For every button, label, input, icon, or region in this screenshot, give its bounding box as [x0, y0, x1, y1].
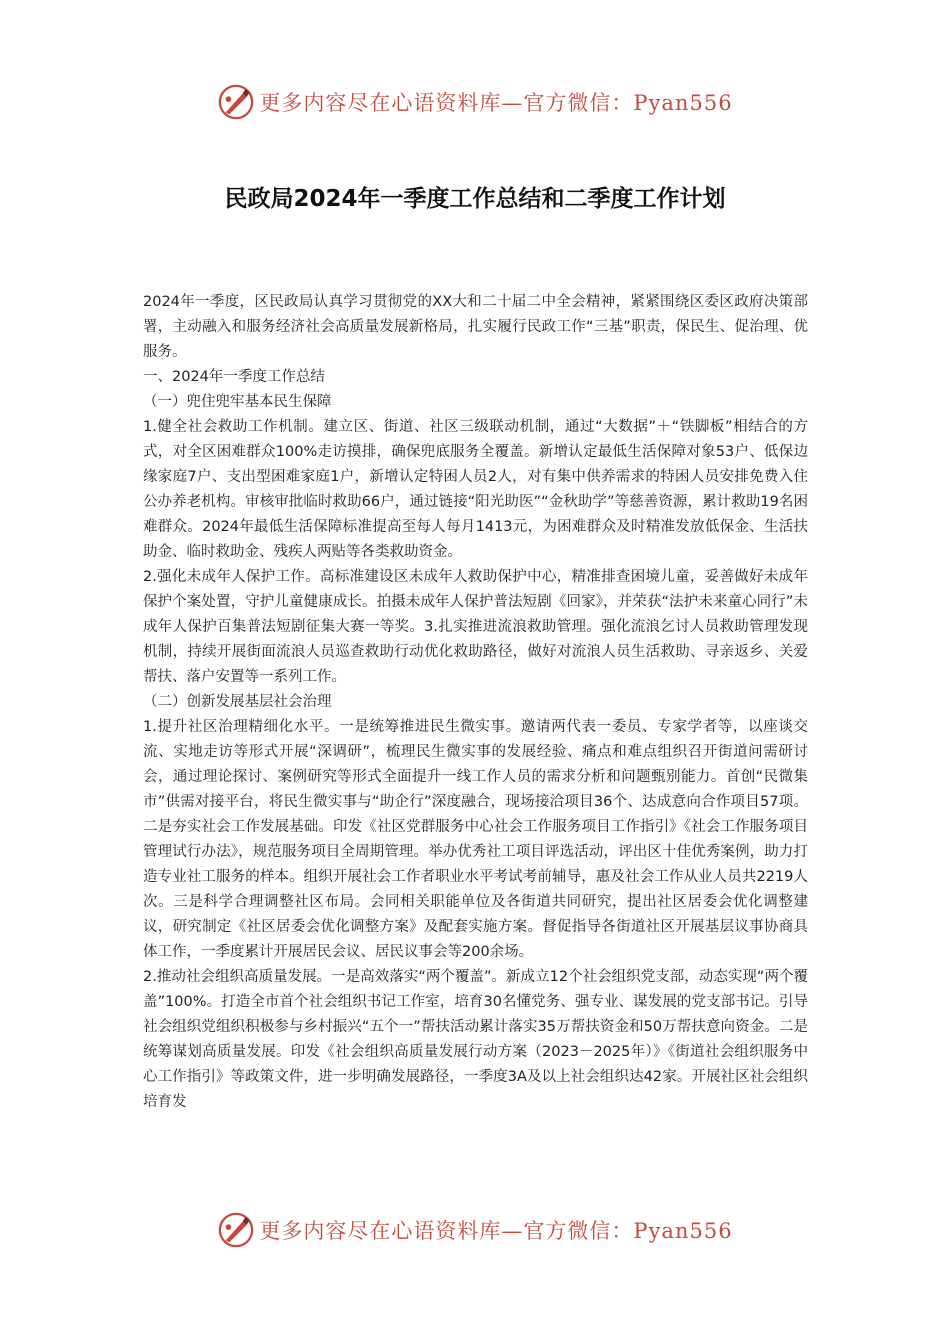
intro-paragraph: 2024年一季度，区民政局认真学习贯彻党的XX大和二十届二中全会精神，紧紧围绕区委区政府决策部署，主动融入和服务经济社会高质量发展新格局，扎实履行民政工作“三基”职责，保民生、促治理、优服务。: [143, 294, 808, 360]
body-paragraph: 2.推动社会组织高质量发展。一是高效落实“两个覆盖”。新成立12个社会组织党支部，动态实现“两个覆盖”100%。打造全市首个社会组织书记工作室，培育30名懂党务、强专业、谋发展的党支部书记。引导社会组织党组织积极参与乡村振兴“五个一”帮扶活动累计落实35万帮扶资金和50万帮扶意向资金。二是统筹谋划高质量发展。印发《社会组织高质量发展行动方案（2023－2025年）》《街道社会组织服务中心工作指引》等政策文件，进一步明确发展路径，一季度3A及以上社会组织达42家。开展社区社会组织培育发: [143, 969, 808, 1110]
watermark-banner-top: [0, 80, 950, 124]
subsection-heading: （二）创新发展基层社会治理: [143, 694, 332, 710]
document-title: 民政局2024年一季度工作总结和二季度工作计划: [224, 186, 726, 212]
document-body: [143, 290, 808, 1115]
section-heading: 一、2024年一季度工作总结: [143, 369, 325, 385]
subsection-heading: （一）兜住兜牢基本民生保障: [143, 394, 332, 410]
watermark-text: 更多内容尽在心语资料库—官方微信：Pyan556: [259, 1219, 733, 1243]
watermark-banner-bottom: [0, 1208, 950, 1252]
body-paragraph: 1.提升社区治理精细化水平。一是统筹推进民生微实事。邀请两代表一委员、专家学者等，以座谈交流、实地走访等形式开展“深调研”，梳理民生微实事的发展经验、痛点和难点组织召开街道问需研讨会，通过理论探讨、案例研究等形式全面提升一线工作人员的需求分析和问题甄别能力。首创“民微集市”供需对接平台，将民生微实事与“助企行”深度融合，现场接洽项目36个、达成意向合作项目57项。二是夯实社会工作发展基础。印发《社区党群服务中心社会工作服务项目工作指引》《社会工作服务项目管理试行办法》，规范服务项目全周期管理。举办优秀社工项目评选活动，评出区十佳优秀案例，助力打造专业社工服务的样本。组织开展社会工作者职业水平考试考前辅导，惠及社会工作从业人员共2219人次。三是科学合理调整社区布局。会同相关职能单位及各街道共同研究，提出社区居委会优化调整建议，研究制定《社区居委会优化调整方案》及配套实施方案。督促指导各街道社区开展基层议事协商具体工作，一季度累计开展居民会议、居民议事会等200余场。: [143, 719, 808, 960]
body-paragraph: 1.健全社会救助工作机制。建立区、街道、社区三级联动机制，通过“大数据”＋“铁脚板”相结合的方式，对全区困难群众100%走访摸排，确保兜底服务全覆盖。新增认定最低生活保障对象53户、低保边缘家庭7户、支出型困难家庭1户，新增认定特困人员2人，对有集中供养需求的特困人员安排免费入住公办养老机构。审核审批临时救助66户，通过链接“阳光助医”“金秋助学”等慈善资源，累计救助19名困难群众。2024年最低生活保障标准提高至每人每月1413元，为困难群众及时精准发放低保金、生活扶助金、临时救助金、残疾人两贴等各类救助资金。: [143, 419, 808, 560]
pen-logo-icon: [217, 1211, 255, 1249]
pen-logo-icon: [217, 83, 255, 121]
watermark-text: 更多内容尽在心语资料库—官方微信：Pyan556: [259, 91, 733, 115]
body-paragraph: 2.强化未成年人保护工作。高标准建设区未成年人救助保护中心，精准排查困境儿童，妥善做好未成年保护个案处置，守护儿童健康成长。拍摄未成年人保护普法短剧《回家》，并荣获“法护未来童心同行”未成年人保护百集普法短剧征集大赛一等奖。3.扎实推进流浪救助管理。强化流浪乞讨人员救助管理发现机制，持续开展街面流浪人员巡查救助行动优化救助路径，做好对流浪人员生活救助、寻亲返乡、关爱帮扶、落户安置等一系列工作。: [143, 569, 808, 685]
